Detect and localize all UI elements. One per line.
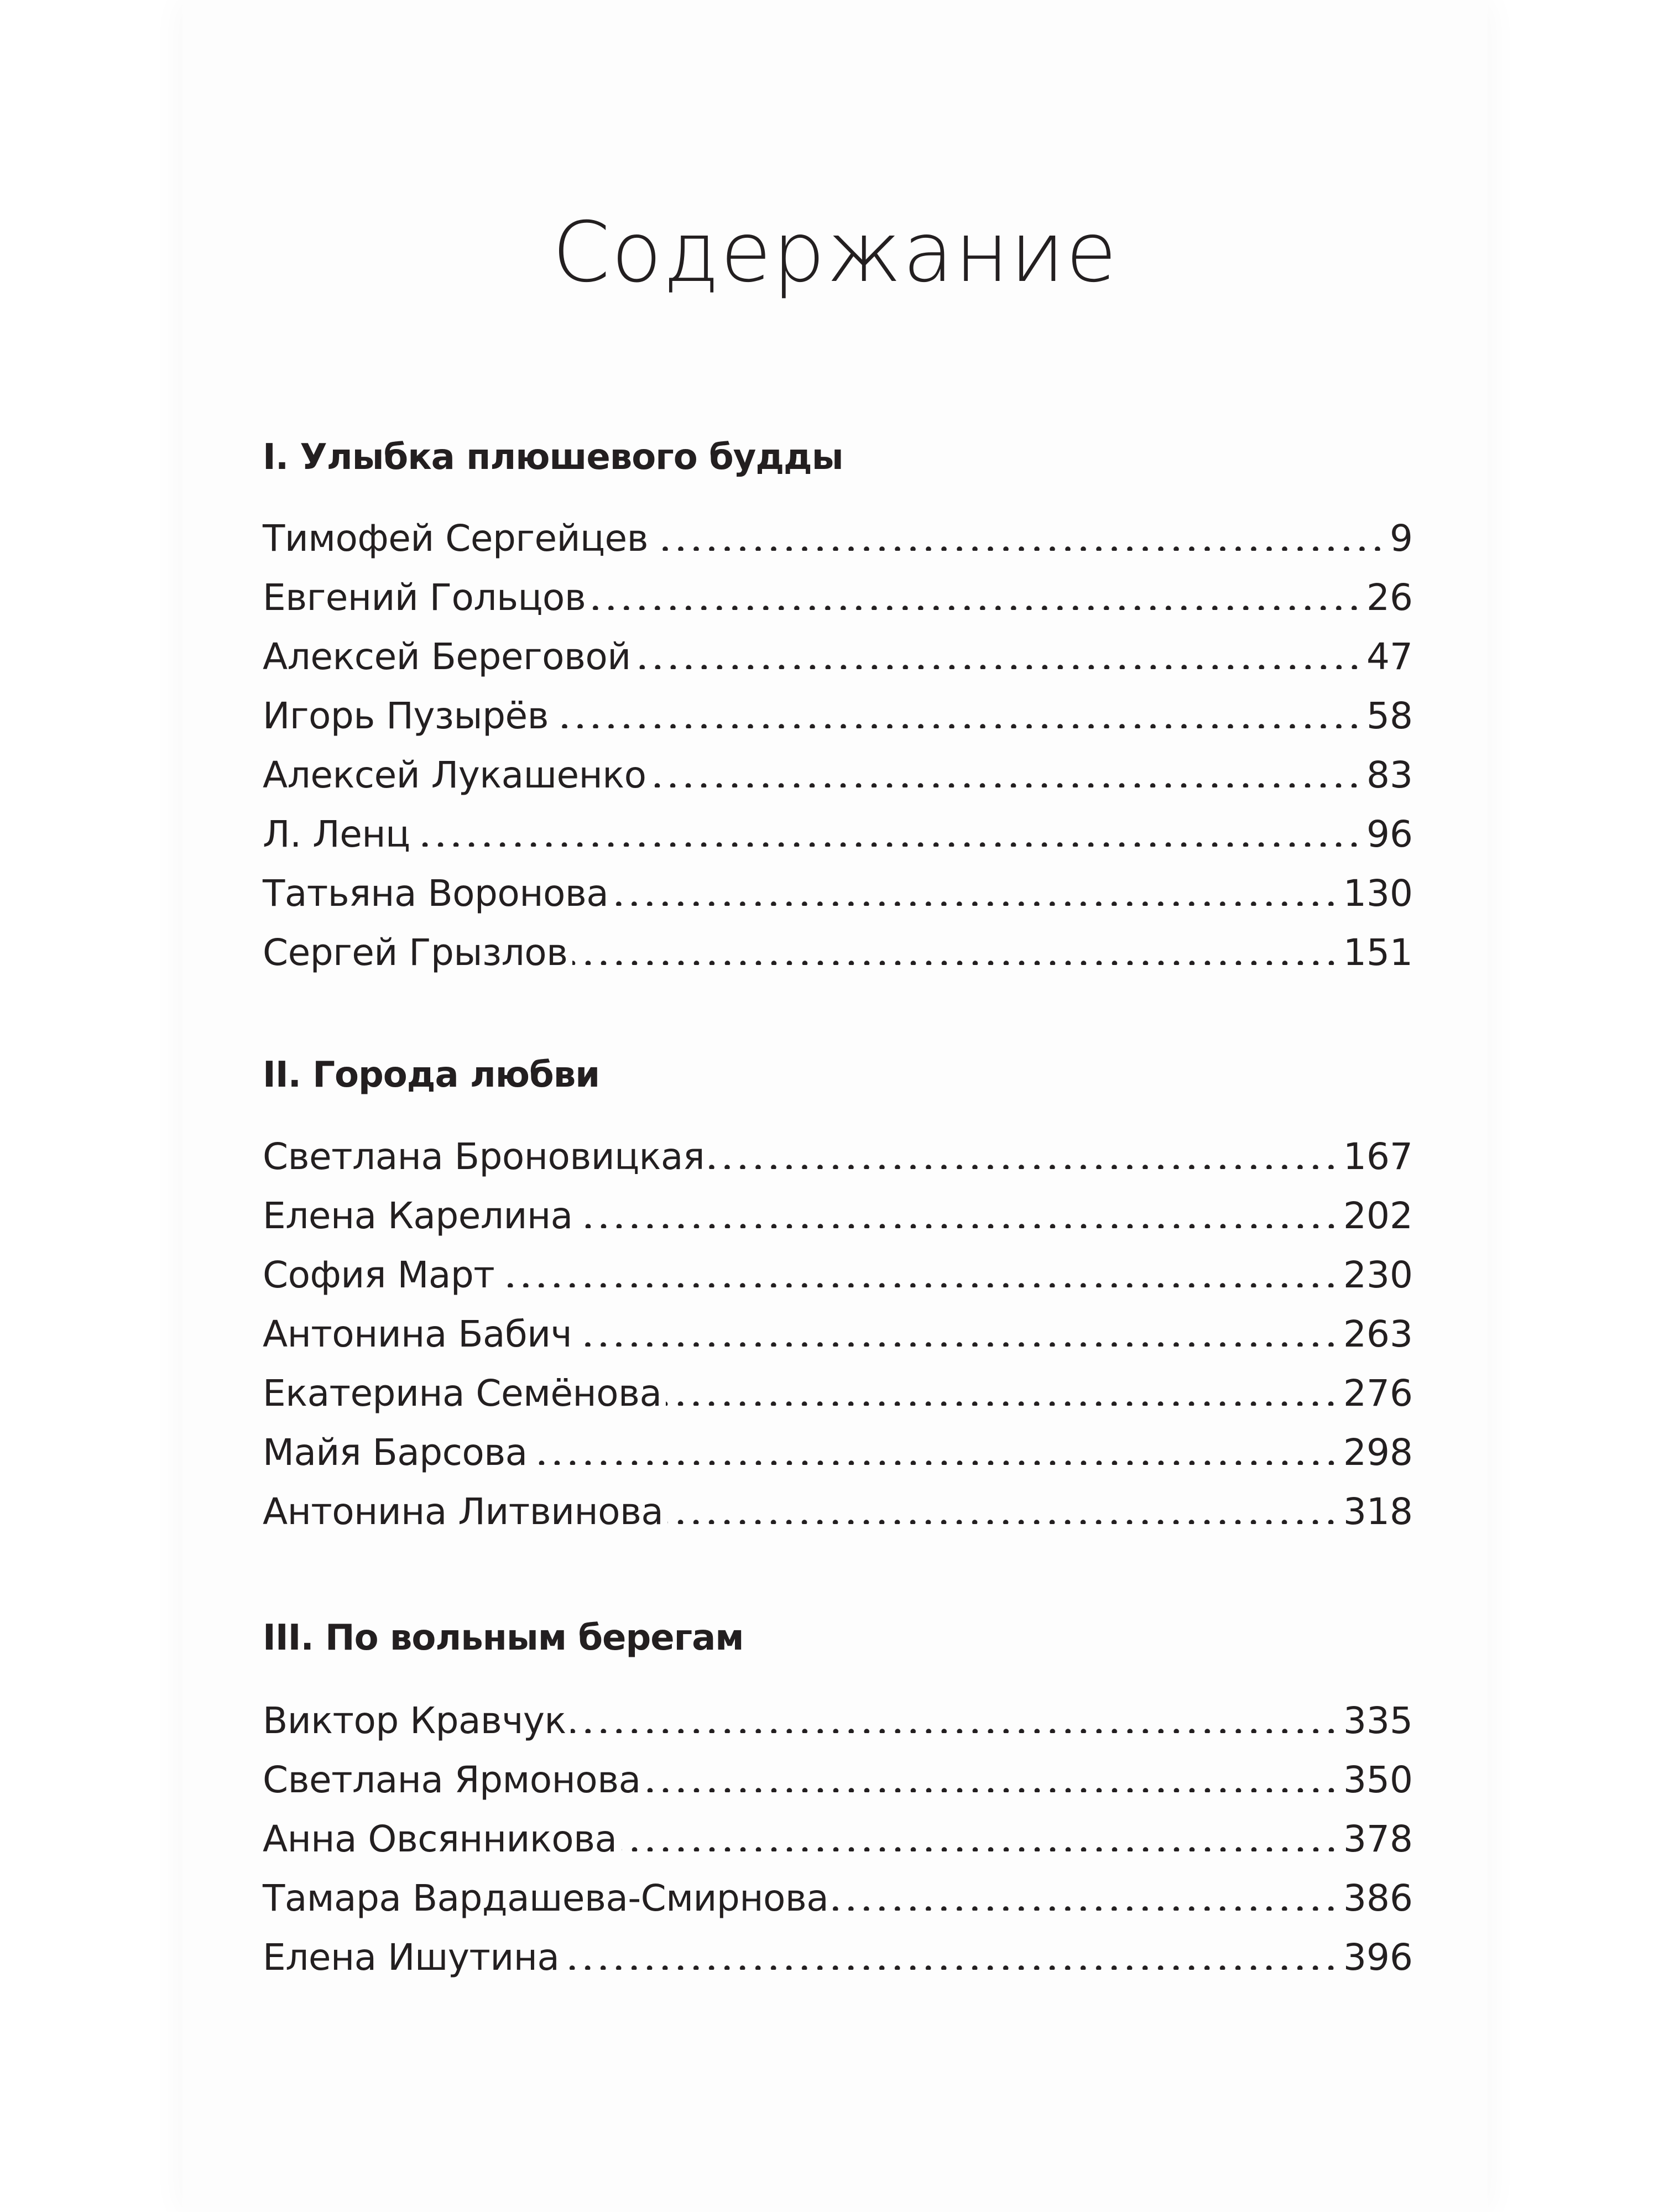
entry-author: Татьяна Воронова [263,872,609,915]
entry-page-number: 151 [1343,931,1413,974]
entry-author: Светлана Броновицкая [263,1135,705,1178]
toc-entry[interactable] [263,517,1413,567]
entry-page-number: 230 [1343,1254,1413,1296]
dot-leader [650,776,1362,787]
entry-author: София Март [263,1254,495,1296]
toc-entry[interactable] [263,695,1413,744]
toc-entry[interactable] [263,813,1413,863]
dot-leader [499,1276,1339,1287]
dot-leader [553,717,1362,728]
entry-author: Майя Барсова [263,1431,528,1474]
dot-leader [572,954,1339,965]
entry-author: Тимофей Сергейцев [263,517,648,560]
toc-entry[interactable] [263,1936,1413,1986]
toc-entry[interactable] [263,754,1413,804]
entry-page-number: 96 [1366,813,1413,855]
entry-page-number: 202 [1343,1194,1413,1237]
entry-author: Антонина Литвинова [263,1490,664,1533]
entry-author: Елена Карелина [263,1194,573,1237]
toc-entry[interactable] [263,1431,1413,1481]
entry-page-number: 83 [1366,754,1413,796]
toc-entry[interactable] [263,1313,1413,1363]
dot-leader [577,1217,1339,1228]
entry-page-number: 276 [1343,1372,1413,1415]
toc-entry[interactable] [263,872,1413,922]
dot-leader [571,1722,1339,1733]
entry-author: Виктор Кравчук [263,1699,566,1742]
entry-author: Екатерина Семёнова [263,1372,662,1415]
entry-page-number: 263 [1343,1313,1413,1355]
entry-page-number: 58 [1366,695,1413,737]
dot-leader [833,1900,1339,1911]
entry-author: Светлана Ярмонова [263,1759,641,1801]
toc-entry[interactable] [263,1135,1413,1185]
toc-entry[interactable] [263,1877,1413,1927]
entry-page-number: 378 [1343,1818,1413,1860]
section-heading: I. Улыбка плюшевого будды [263,437,843,478]
toc-entry[interactable] [263,1759,1413,1808]
dot-leader [645,1781,1339,1792]
dot-leader [532,1454,1339,1465]
book-page [182,0,1488,2212]
entry-author: Алексей Лукашенко [263,754,646,796]
entry-author: Анна Овсянникова [263,1818,617,1860]
toc-entry[interactable] [263,931,1413,981]
entry-author: Сергей Грызлов [263,931,568,974]
entry-page-number: 9 [1390,517,1413,560]
entry-author: Л. Ленц [263,813,410,855]
toc-entry[interactable] [263,1254,1413,1303]
toc-entry[interactable] [263,1194,1413,1244]
entry-author: Игорь Пузырёв [263,695,549,737]
toc-entry[interactable] [263,576,1413,626]
dot-leader [613,895,1339,906]
entry-page-number: 167 [1343,1135,1413,1178]
entry-page-number: 298 [1343,1431,1413,1474]
entry-page-number: 47 [1366,635,1413,678]
dot-leader [666,1395,1339,1406]
toc-entry[interactable] [263,1372,1413,1422]
entry-author: Евгений Гольцов [263,576,586,619]
entry-author: Тамара Вардашева-Смирнова [263,1877,829,1919]
entry-author: Антонина Бабич [263,1313,572,1355]
entry-page-number: 130 [1343,872,1413,915]
section-heading: II. Города любви [263,1055,600,1095]
toc-entry[interactable] [263,635,1413,685]
toc-entry[interactable] [263,1818,1413,1867]
dot-leader [622,1840,1339,1851]
dot-leader [564,1959,1339,1970]
page-title: Содержание [552,205,1118,301]
dot-leader [635,658,1362,669]
entry-page-number: 386 [1343,1877,1413,1919]
entry-page-number: 350 [1343,1759,1413,1801]
dot-leader [667,1513,1339,1524]
entry-page-number: 396 [1343,1936,1413,1979]
dot-leader [590,599,1362,610]
entry-author: Алексей Береговой [263,635,631,678]
dot-leader [653,540,1385,551]
entry-page-number: 318 [1343,1490,1413,1533]
toc-entry[interactable] [263,1699,1413,1749]
entry-page-number: 26 [1366,576,1413,619]
entry-page-number: 335 [1343,1699,1413,1742]
dot-leader [414,836,1362,847]
dot-leader [709,1158,1339,1169]
entry-author: Елена Ишутина [263,1936,560,1979]
section-heading: III. По вольным берегам [263,1618,744,1658]
dot-leader [576,1335,1339,1347]
toc-entry[interactable] [263,1490,1413,1540]
